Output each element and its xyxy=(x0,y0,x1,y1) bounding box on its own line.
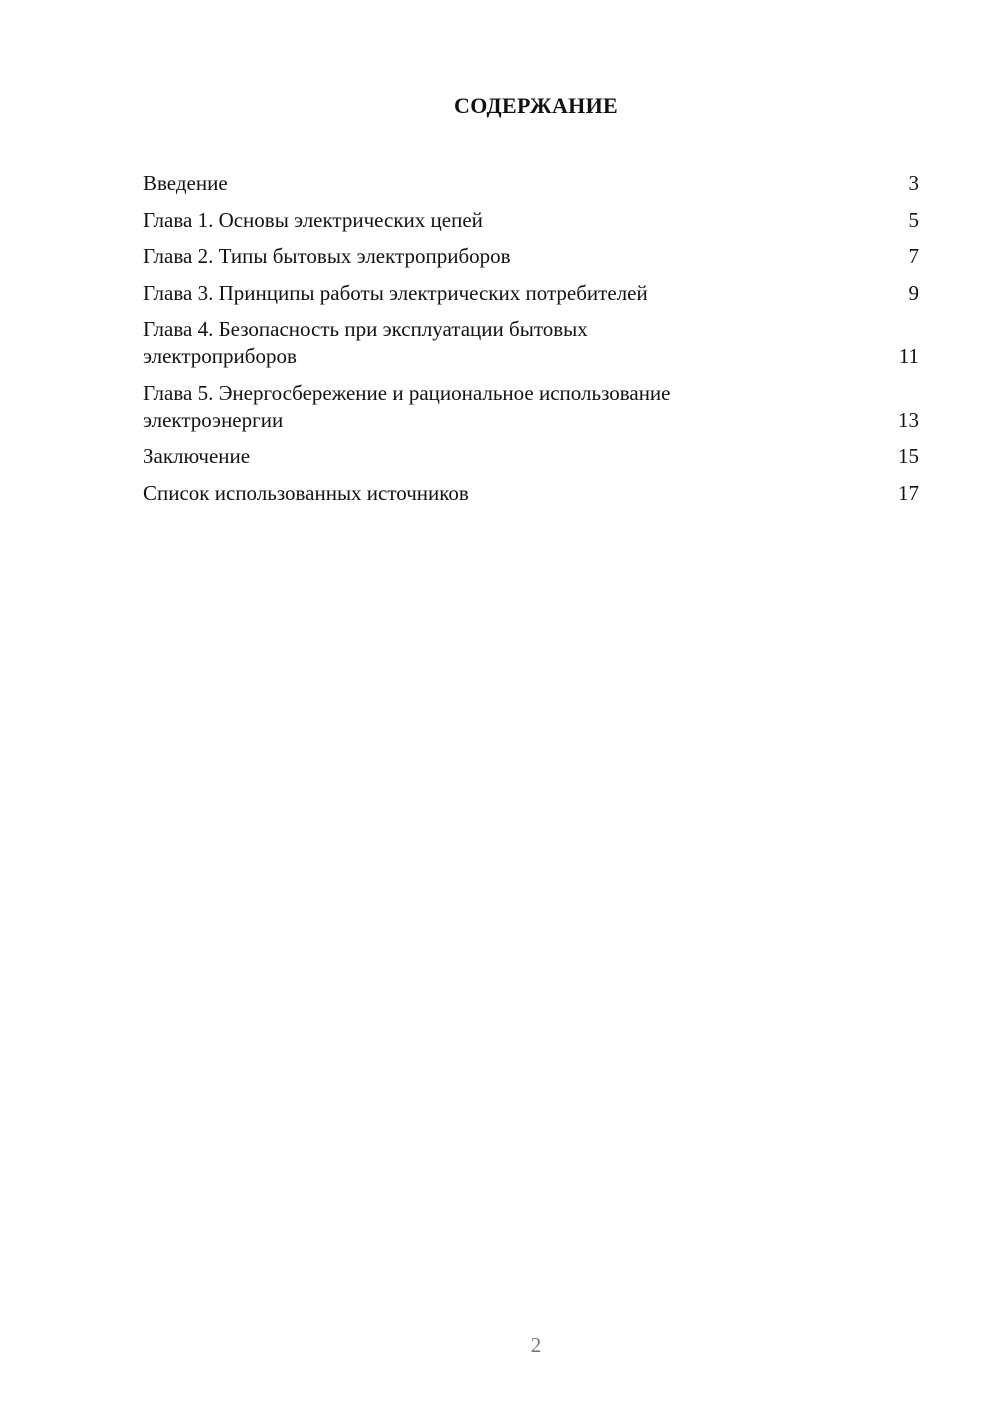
toc-entry-page: 17 xyxy=(898,480,919,505)
toc-entry-chapter-2[interactable] xyxy=(143,243,919,270)
toc-entry-page: 15 xyxy=(898,444,919,468)
toc-entry-title: Глава 2. Типы бытовых электроприборов xyxy=(143,244,511,268)
toc-entry-references[interactable] xyxy=(143,480,919,507)
toc-entry-title: Заключение xyxy=(143,444,251,468)
toc-entry-page: 9 xyxy=(908,280,919,305)
page-number: 2 xyxy=(530,1333,542,1357)
toc-heading: СОДЕРЖАНИЕ xyxy=(454,93,618,118)
toc-entry-title: Глава 5. Энергосбережение и рациональное использование электроэнергии xyxy=(143,380,671,432)
toc-entry-chapter-3[interactable] xyxy=(143,280,919,307)
toc-entry-chapter-4[interactable] xyxy=(143,316,919,370)
toc-entry-page: 11 xyxy=(898,344,919,368)
toc-entry-page: 13 xyxy=(898,407,919,432)
toc-entry-title: Введение xyxy=(143,171,228,195)
toc-entry-title: Глава 4. Безопасность при эксплуатации бытовых электроприборов xyxy=(143,317,588,368)
toc-entry-page: 5 xyxy=(908,207,919,232)
toc-entry-title: Глава 1. Основы электрических цепей xyxy=(143,207,483,232)
toc-entry-conclusion[interactable] xyxy=(143,443,919,470)
toc-entry-page: 7 xyxy=(908,244,919,268)
toc-entry-title: Глава 3. Принципы работы электрических потребителей xyxy=(143,280,648,305)
table-of-contents xyxy=(143,170,919,516)
toc-entry-title: Список использованных источников xyxy=(143,480,469,505)
toc-entry-page: 3 xyxy=(908,171,919,195)
toc-entry-chapter-1[interactable] xyxy=(143,207,919,234)
toc-entry-chapter-5[interactable] xyxy=(143,380,919,434)
toc-entry-introduction[interactable] xyxy=(143,170,919,197)
